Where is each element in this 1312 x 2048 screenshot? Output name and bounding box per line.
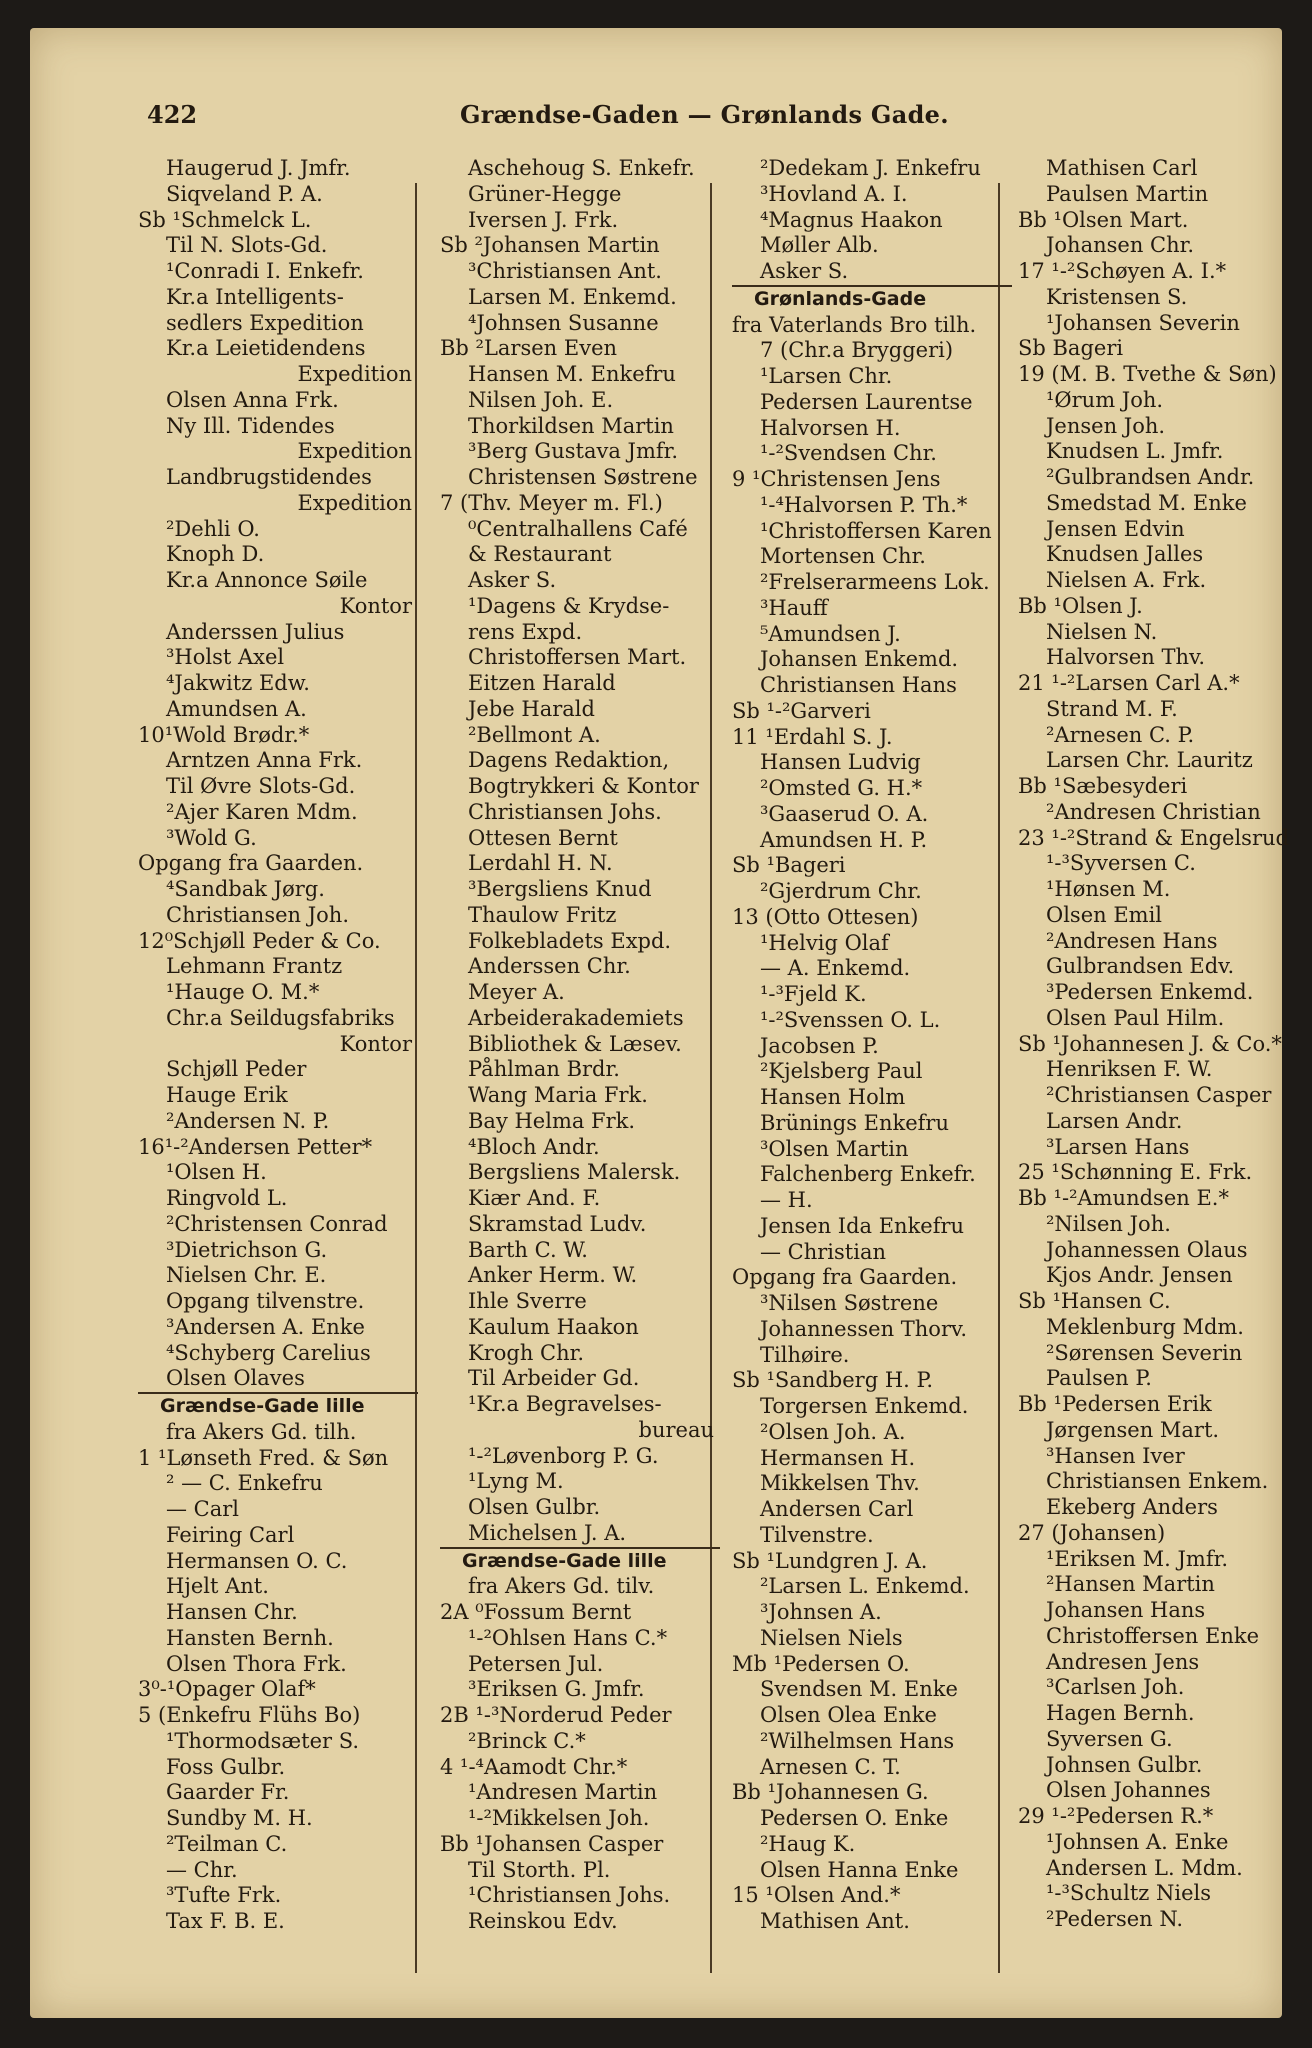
directory-entry: Landbrugstidendes	[166, 465, 372, 489]
directory-entry: Sb ¹Hansen C.	[1018, 1289, 1171, 1313]
directory-entry: Jensen Ida Enkefru	[760, 1213, 965, 1238]
directory-entry: Paulsen Martin	[1046, 181, 1209, 206]
directory-entry: Bb ¹Olsen J.	[1018, 593, 1143, 618]
directory-entry: Knudsen Jalles	[1046, 542, 1204, 567]
directory-entry: ³Eriksen G. Jmfr.	[468, 1677, 645, 1702]
directory-entry: Halvorsen H.	[760, 415, 901, 440]
directory-entry: Sb ²Johansen Martin	[440, 233, 660, 258]
directory-entry: Arntzen Anna Frk.	[166, 748, 363, 773]
directory-entry: Arnesen C. T.	[760, 1754, 901, 1779]
directory-entry: 19 (M. B. Tvethe & Søn)	[1018, 362, 1277, 386]
directory-entry: Expedition	[297, 362, 412, 386]
directory-entry: 17 ¹-²Schøyen A. I.*	[1018, 259, 1227, 283]
directory-entry: 27 (Johansen)	[1018, 1520, 1166, 1545]
directory-entry: 5 (Enkefru Flühs Bo)	[138, 1703, 361, 1727]
directory-entry: ³Wold G.	[166, 825, 257, 850]
directory-entry: 13 (Otto Ottesen)	[732, 904, 919, 929]
directory-entry: ²Larsen L. Enkemd.	[760, 1574, 970, 1599]
directory-entry: Brünings Enkefru	[760, 1110, 949, 1135]
directory-entry: Hermansen H.	[760, 1445, 916, 1470]
directory-entry: ¹Johnsen A. Enke	[1046, 1829, 1229, 1854]
directory-entry: Olsen Anna Frk.	[166, 387, 339, 412]
directory-entry: ³Hansen Iver	[1046, 1443, 1185, 1468]
directory-entry: 2B ¹-³Norderud Peder	[440, 1703, 672, 1727]
directory-entry: 9 ¹Christensen Jens	[732, 467, 941, 491]
column-3	[732, 156, 1012, 1935]
directory-entry: ¹Conradi I. Enkefr.	[166, 259, 364, 283]
directory-entry: Johansen Hans	[1046, 1598, 1206, 1622]
directory-entry: Olsen Thora Frk.	[166, 1651, 347, 1676]
directory-entry: ⁴Johnsen Susanne	[468, 310, 659, 335]
directory-entry: ⁴Jakwitz Edw.	[166, 671, 310, 695]
directory-entry: ⁴Sandbak Jørg.	[166, 877, 325, 901]
directory-entry: ²Hansen Martin	[1046, 1572, 1215, 1597]
directory-entry: Anderssen Julius	[166, 619, 345, 644]
directory-entry: Sb ¹Johannesen J. & Co.*	[1018, 1031, 1282, 1056]
directory-entry: Olsen Johannes	[1046, 1778, 1211, 1803]
directory-entry: Christiansen Johs.	[468, 799, 662, 824]
directory-entry: ² — C. Enkefru	[166, 1471, 323, 1496]
directory-entry: ¹-²Svendsen Chr.	[760, 441, 937, 466]
directory-entry: Anker Herm. W.	[468, 1263, 638, 1288]
directory-entry: ¹-²Ohlsen Hans C.*	[468, 1625, 668, 1650]
directory-entry: Asker S.	[760, 259, 849, 283]
directory-entry: ³Pedersen Enkemd.	[1046, 980, 1254, 1004]
directory-entry: Mortensen Chr.	[760, 544, 926, 569]
directory-entry: ³Bergsliens Knud	[468, 877, 652, 901]
directory-entry: 16¹-²Andersen Petter*	[138, 1134, 373, 1159]
directory-entry: Sb ¹Sandberg H. P.	[732, 1368, 934, 1393]
directory-entry: Falchenberg Enkefr.	[760, 1162, 976, 1187]
directory-entry: Bb ¹Johannesen G.	[732, 1780, 929, 1805]
directory-entry: Torgersen Enkemd.	[760, 1394, 969, 1418]
directory-entry: ⁴Magnus Haakon	[760, 207, 943, 232]
directory-entry: ⁴Schyberg Carelius	[166, 1340, 371, 1365]
directory-entry: ¹Dagens & Krydse-	[468, 593, 670, 618]
directory-entry: Hansen Holm	[760, 1085, 906, 1109]
directory-entry: 12⁰Schjøll Peder & Co.	[138, 928, 381, 953]
directory-entry: Jensen Joh.	[1046, 413, 1166, 438]
column-4	[1018, 156, 1298, 1933]
directory-entry: Bb ¹-²Amundsen E.*	[1018, 1186, 1229, 1210]
directory-entry: ³Holst Axel	[166, 645, 285, 670]
directory-entry: Ringvold L.	[166, 1186, 288, 1210]
directory-entry: ²Pedersen N.	[1046, 1907, 1184, 1931]
directory-entry: Pedersen O. Enke	[760, 1806, 949, 1830]
directory-entry: 15 ¹Olsen And.*	[732, 1883, 901, 1908]
directory-entry: Mikkelsen Thv.	[760, 1471, 920, 1496]
directory-entry: Sb ¹-²Garveri	[732, 698, 871, 723]
directory-entry: ²Gjerdrum Chr.	[760, 879, 922, 903]
directory-entry: ³Christiansen Ant.	[468, 259, 662, 283]
directory-entry: Tax F. B. E.	[166, 1909, 285, 1933]
directory-entry: ¹-³Syversen C.	[1046, 851, 1196, 876]
directory-entry: Til Øvre Slots-Gd.	[166, 774, 356, 798]
directory-entry: — Christian	[760, 1239, 886, 1264]
directory-entry: Til Storth. Pl.	[468, 1857, 611, 1882]
directory-entry: Johannessen Olaus	[1046, 1237, 1248, 1262]
directory-entry: Schjøll Peder	[166, 1057, 307, 1082]
directory-entry: ²Bellmont A.	[468, 722, 601, 747]
column-2	[440, 156, 720, 1935]
directory-entry: Hjelt Ant.	[166, 1574, 269, 1599]
directory-entry: Expedition	[297, 490, 412, 515]
directory-entry: 7 (Thv. Meyer m. Fl.)	[440, 490, 663, 515]
directory-entry: ¹-²Mikkelsen Joh.	[468, 1806, 650, 1830]
directory-entry: Andersen L. Mdm.	[1046, 1855, 1243, 1880]
directory-entry: Aschehoug S. Enkefr.	[468, 156, 695, 180]
directory-entry: Ekeberg Anders	[1046, 1495, 1218, 1519]
directory-entry: ²Wilhelmsen Hans	[760, 1728, 955, 1753]
directory-entry: Olsen Emil	[1046, 902, 1163, 927]
directory-entry: Nielsen Chr. E.	[166, 1263, 327, 1288]
directory-entry: ²Ajer Karen Mdm.	[166, 799, 358, 824]
directory-entry: Hansten Bernh.	[166, 1625, 334, 1650]
directory-entry: 2A ⁰Fossum Bernt	[440, 1600, 632, 1624]
directory-entry: ³Hauff	[760, 595, 828, 620]
page-title: Grændse-Gaden — Grønlands Gade.	[460, 100, 949, 129]
directory-entry: ¹Olsen H.	[166, 1160, 267, 1185]
directory-entry: Kiær And. F.	[468, 1186, 601, 1210]
directory-entry: Expedition	[297, 439, 412, 464]
directory-entry: Bb ¹Sæbesyderi	[1018, 774, 1188, 798]
directory-entry: Kontor	[339, 1031, 412, 1056]
directory-entry: Petersen Jul.	[468, 1651, 604, 1676]
directory-entry: Reinskou Edv.	[468, 1909, 618, 1933]
directory-entry: Mathisen Ant.	[760, 1909, 910, 1933]
directory-entry: ²Nilsen Joh.	[1046, 1211, 1171, 1236]
directory-entry: Henriksen F. W.	[1046, 1057, 1213, 1082]
directory-entry: Påhlman Brdr.	[468, 1057, 620, 1082]
directory-entry: Arbeiderakademiets	[468, 1005, 684, 1030]
directory-entry: fra Vaterlands Bro tilh.	[732, 312, 977, 337]
directory-entry: Siqveland P. A.	[166, 181, 323, 206]
directory-entry: Ihle Sverre	[468, 1289, 587, 1313]
directory-entry: Til Arbeider Gd.	[468, 1366, 640, 1391]
directory-entry: Hagen Bernh.	[1046, 1701, 1195, 1725]
directory-entry: Møller Alb.	[760, 233, 879, 258]
directory-entry: Amundsen H. P.	[760, 827, 928, 852]
directory-entry: ¹Kr.a Begravelses-	[468, 1392, 662, 1416]
directory-entry: Johansen Enkemd.	[760, 647, 959, 672]
directory-entry: Knudsen L. Jmfr.	[1046, 439, 1224, 464]
directory-entry: ²Dedekam J. Enkefru	[760, 156, 981, 180]
directory-entry: ¹-³Schultz Niels	[1046, 1881, 1212, 1906]
directory-entry: rens Expd.	[468, 619, 583, 644]
directory-entry: Kristensen S.	[1046, 284, 1188, 309]
directory-entry: Christensen Søstrene	[468, 465, 698, 489]
section-heading: Grændse-Gade lille	[138, 1392, 418, 1420]
directory-entry: Skramstad Ludv.	[468, 1211, 647, 1236]
directory-entry: ³Carlsen Joh.	[1046, 1675, 1185, 1700]
directory-entry: Dagens Redaktion,	[468, 748, 670, 773]
directory-entry: Grüner-Hegge	[468, 181, 622, 206]
directory-entry: Johansen Chr.	[1046, 233, 1195, 258]
directory-entry: Johannessen Thorv.	[760, 1316, 968, 1341]
directory-entry: ²Andresen Hans	[1046, 928, 1218, 953]
directory-entry: — Chr.	[166, 1857, 238, 1882]
directory-entry: ³Nilsen Søstrene	[760, 1291, 939, 1315]
directory-entry: ⁰Centralhallens Café	[468, 516, 688, 541]
directory-entry: Andresen Jens	[1046, 1649, 1200, 1674]
directory-entry: Christiansen Joh.	[166, 902, 349, 927]
directory-entry: ³Olsen Martin	[760, 1136, 909, 1161]
directory-entry: ²Andresen Christian	[1046, 799, 1261, 824]
directory-entry: Bb ¹Pedersen Erik	[1018, 1392, 1212, 1416]
directory-entry: 11 ¹Erdahl S. J.	[732, 724, 893, 749]
directory-entry: Gulbrandsen Edv.	[1046, 954, 1235, 979]
directory-entry: Chr.a Seildugsfabriks	[166, 1005, 395, 1030]
directory-entry: Kr.a Leietidendens	[166, 336, 366, 361]
directory-entry: Mb ¹Pedersen O.	[732, 1651, 910, 1676]
column-1	[138, 156, 418, 1935]
directory-entry: Christoffersen Mart.	[468, 645, 687, 670]
directory-entry: ¹Larsen Chr.	[760, 364, 893, 388]
directory-entry: ¹Johansen Severin	[1046, 310, 1240, 335]
directory-entry: Hansen M. Enkefru	[468, 362, 676, 386]
directory-entry: ²Christiansen Casper	[1046, 1083, 1272, 1107]
directory-entry: Jensen Edvin	[1046, 516, 1185, 541]
directory-entry: 4 ¹-⁴Aamodt Chr.*	[440, 1754, 628, 1779]
directory-entry: ¹Christoffersen Karen	[760, 518, 992, 543]
directory-entry: ²Kjelsberg Paul	[760, 1059, 923, 1084]
directory-entry: Christiansen Hans	[760, 673, 957, 697]
directory-entry: ⁵Amundsen J.	[760, 621, 901, 646]
page-header	[30, 100, 1282, 136]
directory-entry: ²Frelserarmeens Lok.	[760, 570, 990, 594]
directory-entry: Christiansen Enkem.	[1046, 1469, 1269, 1494]
directory-entry: ¹Christiansen Johs.	[468, 1883, 671, 1908]
directory-entry: Sb ¹Bageri	[732, 853, 846, 878]
directory-entry: — Carl	[166, 1497, 240, 1521]
directory-entry: Wang Maria Frk.	[468, 1083, 648, 1107]
directory-entry: Nielsen N.	[1046, 619, 1158, 644]
directory-entry: Hauge Erik	[166, 1083, 288, 1107]
page-number: 422	[147, 100, 198, 129]
directory-entry: Olsen Gulbr.	[468, 1495, 601, 1519]
directory-entry: 3⁰-¹Opager Olaf*	[138, 1677, 316, 1702]
directory-entry: ¹-²Løvenborg P. G.	[468, 1443, 659, 1468]
directory-entry: fra Akers Gd. tilh.	[166, 1419, 357, 1444]
directory-entry: ²Brinck C.*	[468, 1728, 586, 1753]
directory-entry: — A. Enkemd.	[760, 956, 911, 981]
directory-entry: Olsen Olaves	[166, 1366, 305, 1391]
directory-entry: 7 (Chr.a Bryggeri)	[760, 338, 954, 363]
directory-entry: ¹Hønsen M.	[1046, 877, 1171, 901]
directory-entry: Amundsen A.	[166, 696, 307, 721]
directory-entry: ²Gulbrandsen Andr.	[1046, 465, 1255, 489]
directory-entry: Larsen Chr. Lauritz	[1046, 748, 1253, 773]
directory-entry: Ottesen Bernt	[468, 825, 618, 850]
directory-entry: Pedersen Laurentse	[760, 389, 973, 414]
directory-entry: Sundby M. H.	[166, 1806, 313, 1830]
directory-entry: Kjos Andr. Jensen	[1046, 1263, 1233, 1288]
directory-entry: Kr.a Annonce Søile	[166, 568, 368, 592]
directory-entry: Bb ¹Olsen Mart.	[1018, 207, 1189, 232]
directory-entry: ³Tufte Frk.	[166, 1883, 282, 1908]
directory-entry: ²Dehli O.	[166, 516, 260, 541]
directory-entry: ¹Helvig Olaf	[760, 930, 889, 955]
directory-entry: 10¹Wold Brødr.*	[138, 722, 310, 747]
directory-entry: Kaulum Haakon	[468, 1314, 639, 1339]
directory-entry: ²Olsen Joh. A.	[760, 1419, 906, 1444]
directory-entry: ¹Eriksen M. Jmfr.	[1046, 1546, 1228, 1571]
directory-entry: Ny Ill. Tidendes	[166, 413, 335, 438]
directory-entry: ¹Hauge O. M.*	[166, 980, 320, 1004]
directory-entry: Syversen G.	[1046, 1726, 1173, 1751]
directory-entry: ¹Ørum Joh.	[1046, 387, 1164, 412]
directory-entry: Folkebladets Expd.	[468, 928, 672, 953]
directory-entry: Thaulow Fritz	[468, 902, 617, 927]
directory-entry: Anderssen Chr.	[468, 954, 631, 979]
directory-entry: Hansen Chr.	[166, 1600, 298, 1624]
directory-entry: Jørgensen Mart.	[1046, 1417, 1220, 1442]
directory-entry: Opgang tilvenstre.	[166, 1289, 365, 1313]
directory-entry: Larsen Andr.	[1046, 1108, 1183, 1133]
directory-entry: Michelsen J. A.	[468, 1520, 627, 1545]
directory-entry: — H.	[760, 1188, 813, 1212]
directory-entry: Eitzen Harald	[468, 671, 616, 695]
directory-entry: ¹-⁴Halvorsen P. Th.*	[760, 492, 968, 517]
directory-entry: Smedstad M. Enke	[1046, 490, 1247, 515]
directory-entry: Tilhøire.	[760, 1342, 850, 1367]
directory-entry: Bb ¹Johansen Casper	[440, 1831, 664, 1856]
directory-entry: Bb ²Larsen Even	[440, 336, 618, 361]
directory-entry: 23 ¹-²Strand & Engelsrud	[1018, 825, 1289, 850]
directory-entry: Larsen M. Enkemd.	[468, 284, 677, 309]
directory-entry: Nielsen Niels	[760, 1625, 903, 1650]
directory-entry: ¹-³Fjeld K.	[760, 982, 867, 1006]
directory-entry: ³Johnsen A.	[760, 1600, 882, 1624]
directory-entry: 25 ¹Schønning E. Frk.	[1018, 1160, 1253, 1185]
directory-entry: Sb ¹Lundgren J. A.	[732, 1548, 928, 1573]
directory-entry: ²Christensen Conrad	[166, 1211, 388, 1236]
directory-entry: Lerdahl H. N.	[468, 851, 613, 876]
directory-entry: Knoph D.	[166, 542, 265, 567]
directory-entry: Jebe Harald	[468, 696, 595, 721]
directory-entry: Tilvenstre.	[760, 1522, 874, 1547]
directory-entry: ²Haug K.	[760, 1831, 856, 1856]
directory-entry: Halvorsen Thv.	[1046, 645, 1206, 670]
directory-entry: ¹-²Svenssen O. L.	[760, 1007, 941, 1032]
directory-entry: Mathisen Carl	[1046, 156, 1198, 180]
directory-page	[30, 28, 1289, 2018]
directory-entry: Krogh Chr.	[468, 1340, 585, 1365]
directory-entry: Jacobsen P.	[760, 1033, 879, 1058]
directory-entry: ²Andersen N. P.	[166, 1108, 330, 1133]
directory-entry: fra Akers Gd. tilv.	[468, 1574, 655, 1599]
directory-entry: Lehmann Frantz	[166, 954, 343, 979]
directory-entry: ²Sørensen Severin	[1046, 1340, 1243, 1365]
directory-entry: Kontor	[339, 593, 412, 618]
directory-entry: Paulsen P.	[1046, 1366, 1152, 1391]
directory-entry: Johnsen Gulbr.	[1046, 1752, 1203, 1777]
directory-entry: ¹Andresen Martin	[468, 1780, 658, 1805]
directory-entry: Bogtrykkeri & Kontor	[468, 774, 699, 798]
directory-entry: Opgang fra Gaarden.	[138, 851, 364, 876]
directory-entry: & Restaurant	[468, 542, 612, 567]
directory-entry: Hermansen O. C.	[166, 1548, 348, 1573]
directory-entry: ²Omsted G. H.*	[760, 776, 923, 800]
directory-entry: ¹Thormodsæter S.	[166, 1728, 360, 1753]
directory-entry: Bergsliens Malersk.	[468, 1160, 681, 1185]
directory-entry: Svendsen M. Enke	[760, 1677, 958, 1702]
directory-entry: Olsen Paul Hilm.	[1046, 1005, 1225, 1030]
directory-entry: Opgang fra Gaarden.	[732, 1265, 958, 1290]
directory-entry: Olsen Olea Enke	[760, 1703, 937, 1727]
directory-entry: 29 ¹-²Pedersen R.*	[1018, 1804, 1214, 1828]
directory-entry: Olsen Hanna Enke	[760, 1857, 959, 1882]
directory-entry: ¹Lyng M.	[468, 1469, 564, 1494]
section-heading: Grændse-Gade lille	[440, 1547, 720, 1575]
directory-entry: ³Larsen Hans	[1046, 1134, 1190, 1159]
directory-entry: Nielsen A. Frk.	[1046, 568, 1207, 592]
directory-entry: Thorkildsen Martin	[468, 413, 674, 438]
directory-entry: Asker S.	[468, 568, 557, 592]
directory-entry: Gaarder Fr.	[166, 1780, 290, 1805]
directory-entry: ³Berg Gustava Jmfr.	[468, 439, 679, 464]
directory-entry: Sb Bageri	[1018, 336, 1124, 361]
directory-entry: ⁴Bloch Andr.	[468, 1134, 600, 1159]
directory-entry: Bay Helma Frk.	[468, 1108, 636, 1133]
directory-entry: Andersen Carl	[760, 1497, 914, 1521]
directory-entry: Strand M. F.	[1046, 696, 1178, 721]
directory-entry: Haugerud J. Jmfr.	[166, 156, 351, 180]
directory-entry: ³Hovland A. I.	[760, 181, 908, 206]
directory-entry: Meyer A.	[468, 980, 565, 1004]
section-heading: Grønlands-Gade	[732, 285, 1012, 313]
directory-entry: Bibliothek & Læsev.	[468, 1031, 682, 1056]
directory-entry: ³Gaaserud O. A.	[760, 801, 929, 826]
directory-entry: Kr.a Intelligents-	[166, 284, 344, 309]
directory-entry: Foss Gulbr.	[166, 1754, 286, 1779]
directory-entry: Iversen J. Frk.	[468, 207, 619, 232]
directory-entry: Feiring Carl	[166, 1522, 295, 1547]
directory-entry: Til N. Slots-Gd.	[166, 233, 328, 258]
directory-entry: bureau	[638, 1417, 714, 1442]
directory-entry: ³Andersen A. Enke	[166, 1314, 365, 1339]
directory-entry: Nilsen Joh. E.	[468, 387, 614, 412]
directory-entry: 1 ¹Lønseth Fred. & Søn	[138, 1445, 389, 1470]
directory-entry: ²Arnesen C. P.	[1046, 722, 1195, 747]
directory-entry: 21 ¹-²Larsen Carl A.*	[1018, 671, 1240, 695]
directory-entry: Sb ¹Schmelck L.	[138, 207, 312, 232]
directory-entry: Meklenburg Mdm.	[1046, 1314, 1244, 1339]
directory-entry: Hansen Ludvig	[760, 750, 921, 775]
directory-entry: Barth C. W.	[468, 1237, 588, 1262]
directory-entry: sedlers Expedition	[166, 310, 364, 335]
directory-entry: ²Teilman C.	[166, 1831, 288, 1856]
directory-entry: Christoffersen Enke	[1046, 1623, 1260, 1648]
directory-entry: ³Dietrichson G.	[166, 1237, 328, 1262]
